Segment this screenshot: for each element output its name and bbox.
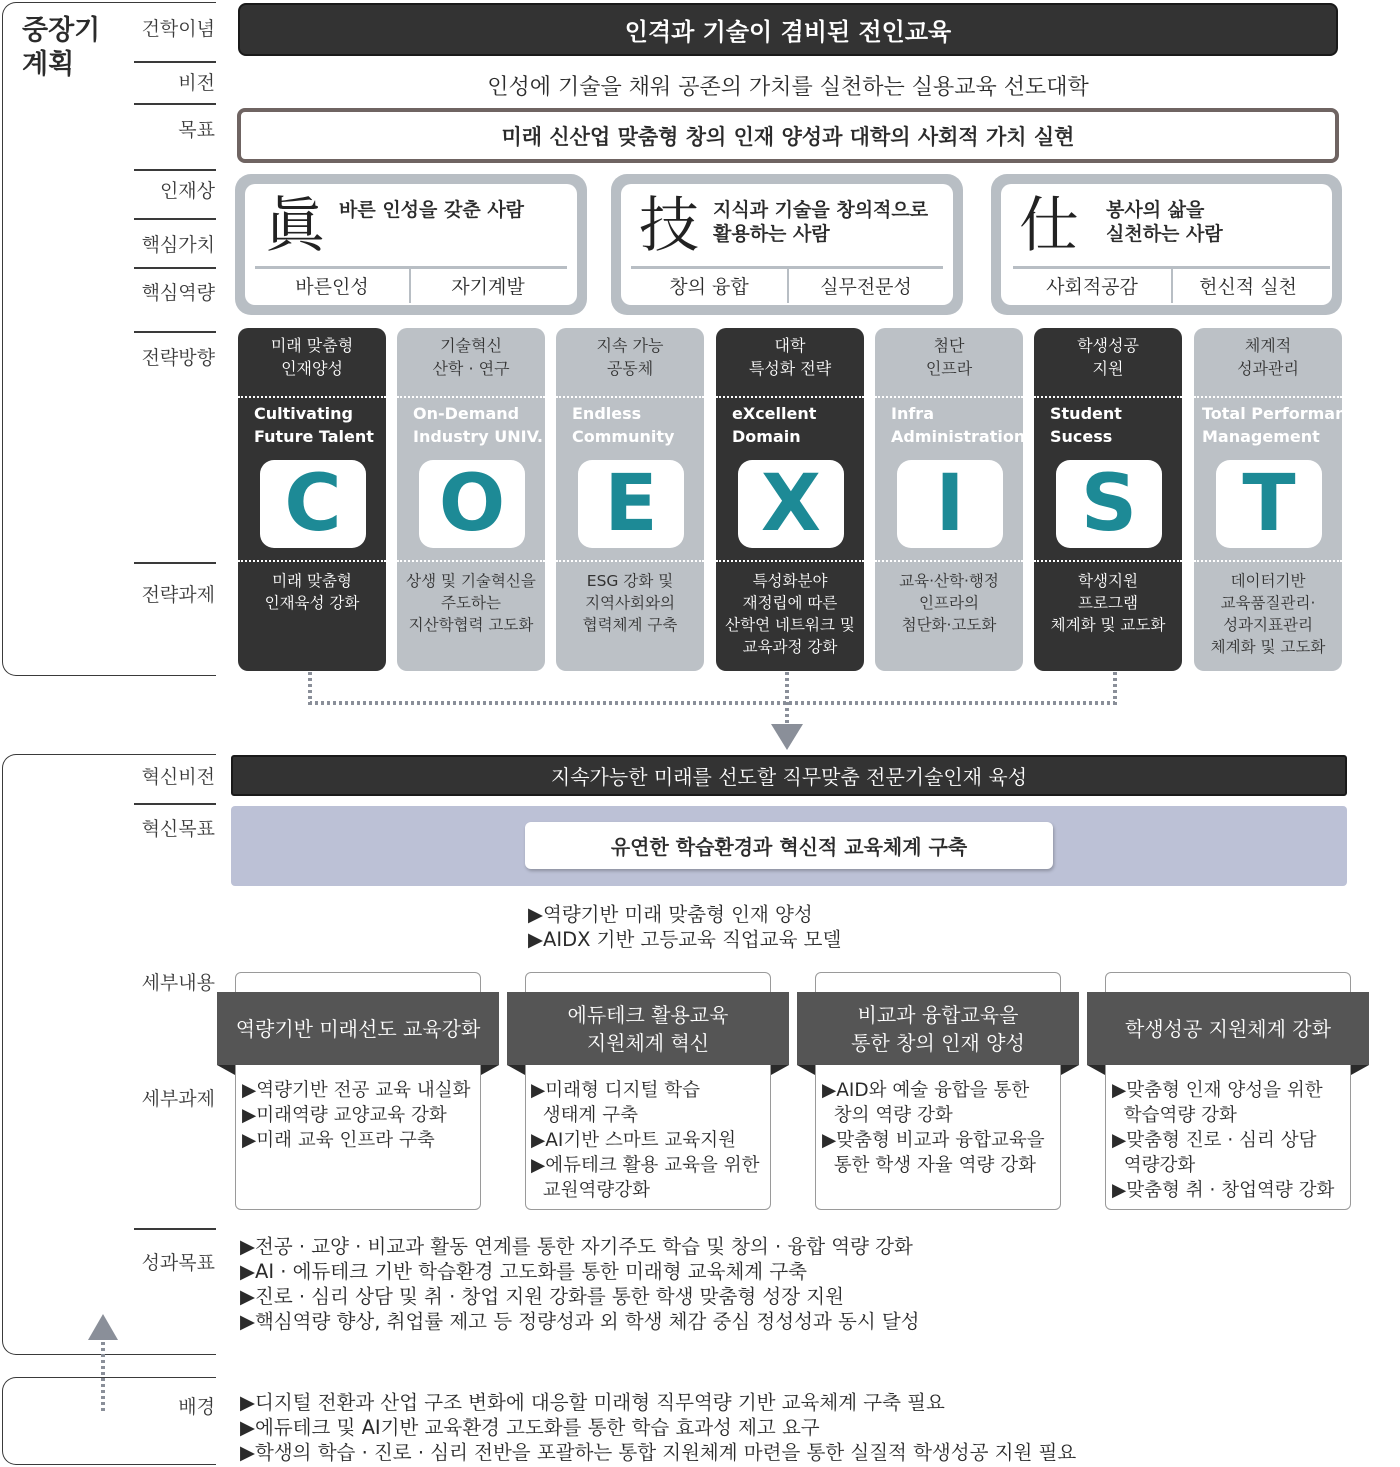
- strategy-english: Cultivating Future Talent: [254, 404, 374, 446]
- separator: [134, 267, 216, 269]
- ribbon-fold: [507, 1065, 525, 1075]
- competency-label: 헌신적 실천: [1199, 276, 1297, 298]
- separator: [134, 1228, 216, 1230]
- strategy-task: 교육·산학·행정 인프라의 첨단화·고도화: [899, 572, 999, 634]
- competency-label: 창의 융합: [669, 276, 749, 298]
- value-desc-service: 봉사의 삶을 실천하는 사람: [1106, 199, 1223, 245]
- label-core-competency: 핵심역량: [141, 282, 215, 304]
- value-box-service: [991, 174, 1342, 315]
- strategy-task: 특성화분야 재정립에 따른 산학연 네트워크 및 교육과정 강화: [725, 572, 855, 656]
- dotted-divider: [238, 396, 386, 398]
- label-details: 세부내용: [141, 972, 215, 994]
- strategy-english: eXcellent Domain: [732, 404, 817, 446]
- detail-title-text: 에듀테크 활용교육 지원체계 혁신: [567, 1002, 729, 1055]
- competency-label: 바른인성: [295, 276, 369, 298]
- detail-title: [1087, 992, 1369, 1065]
- strategy-english: Infra Administration: [891, 404, 1026, 446]
- ribbon-fold: [771, 1065, 789, 1075]
- strategy-column-c: [238, 328, 386, 671]
- detail-title-text: 비교과 융합교육을 통한 창의 인재 양성: [851, 1002, 1025, 1055]
- detail-items: ▶맞춤형 인재 양성을 위한 학습역량 강화 ▶맞춤형 진로 · 심리 상담 역량강화 ▶맞춤형 취 · 창업역량 강화: [1112, 1080, 1335, 1201]
- dotted-divider: [397, 560, 545, 562]
- strategy-letter: C: [284, 459, 342, 549]
- strategy-title: 첨단 인프라: [925, 336, 973, 378]
- strategy-title: 학생성공 지원: [1077, 336, 1139, 378]
- ribbon-fold: [797, 1065, 815, 1075]
- vision-text: 인성에 기술을 채워 공존의 가치를 실천하는 실용교육 선도대학: [487, 75, 1089, 100]
- label-strategy-task: 전략과제: [141, 584, 215, 606]
- dotted-divider: [1194, 560, 1342, 562]
- strategy-task: 상생 및 기술혁신을 주도하는 지산학협력 고도화: [406, 572, 536, 634]
- value-desc-truth: 바른 인성을 갖춘 사람: [339, 199, 525, 221]
- strategy-letter: I: [935, 459, 965, 549]
- goal-text: 미래 신산업 맞춤형 창의 인재 양성과 대학의 사회적 가치 실현: [501, 124, 1075, 149]
- label-background: 배경: [178, 1396, 215, 1418]
- hanja-skill: 技: [639, 191, 699, 261]
- ribbon-fold: [481, 1065, 499, 1075]
- background-item: ▶디지털 전환과 산업 구조 변화에 대응할 미래형 직무역량 기반 교육체계 구축 필요: [240, 1391, 945, 1414]
- label-innov-goal: 혁신목표: [141, 818, 215, 840]
- label-vision: 비전: [178, 72, 215, 94]
- separator: [134, 331, 216, 333]
- separator: [134, 218, 216, 220]
- strategy-letter: X: [760, 459, 822, 549]
- strategy-column-x: [716, 328, 864, 671]
- letter-tile-x: [738, 460, 844, 548]
- strategy-letter: O: [438, 459, 506, 549]
- strategy-task: ESG 강화 및 지역사회와의 협력체계 구축: [582, 572, 678, 634]
- strategy-column-e: [556, 328, 704, 671]
- detail-title: [507, 992, 789, 1065]
- up-arrow-icon: [86, 1312, 120, 1414]
- detail-title-text: 역량기반 미래선도 교육강화: [235, 1016, 481, 1041]
- dotted-divider: [556, 396, 704, 398]
- value-desc-skill: 지식과 기술을 창의적으로 활용하는 사람: [713, 199, 929, 245]
- competency-label: 실무전문성: [820, 276, 912, 298]
- ribbon-fold: [1351, 1065, 1369, 1075]
- outcome-goal: ▶진로 · 심리 상담 및 취 · 창업 지원 강화를 통한 학생 맞춤형 성장 지원: [240, 1285, 844, 1308]
- dotted-divider: [1034, 560, 1182, 562]
- dotted-divider: [238, 560, 386, 562]
- goal-bar: [237, 108, 1339, 163]
- outcome-goal: ▶핵심역량 향상, 취업률 제고 등 정량성과 외 학생 체감 중심 정성성과 동시 달성: [240, 1310, 920, 1333]
- strategy-column-t: [1194, 328, 1367, 671]
- letter-tile-e: [578, 460, 684, 548]
- label-philosophy: 건학이념: [141, 18, 215, 40]
- innovation-vision-bar: [231, 755, 1347, 796]
- letter-tile-t: [1216, 460, 1322, 548]
- dotted-divider: [716, 396, 864, 398]
- competency-label: 자기계발: [451, 276, 525, 298]
- strategy-letter: T: [1242, 459, 1296, 549]
- dotted-divider: [556, 560, 704, 562]
- competency-label: 사회적공감: [1046, 276, 1138, 298]
- background-item: ▶학생의 학습 · 진로 · 심리 전반을 포괄하는 통합 지원체계 마련을 통한 실질적 학생성공 지원 필요: [240, 1441, 1077, 1464]
- strategy-english: Endless Community: [572, 404, 675, 446]
- strategy-title: 지속 가능 공동체: [596, 336, 664, 378]
- outcome-goal: ▶AI · 에듀테크 기반 학습환경 고도화를 통한 미래형 교육체계 구축: [240, 1260, 807, 1283]
- hanja-service: 仕: [1019, 191, 1079, 261]
- dotted-divider: [716, 560, 864, 562]
- strategy-task: 데이터기반 교육품질관리· 성과지표관리 체계화 및 고도화: [1210, 572, 1326, 656]
- letter-tile-c: [260, 460, 366, 548]
- dotted-divider: [875, 560, 1023, 562]
- outcome-goal: ▶전공 · 교양 · 비교과 활동 연계를 통한 자기주도 학습 및 창의 · 융합 역량 강화: [240, 1235, 913, 1258]
- letter-tile-o: [419, 460, 525, 548]
- detail-title: [797, 992, 1079, 1065]
- strategy-column-i: [875, 328, 1026, 671]
- detail-title-text: 학생성공 지원체계 강화: [1125, 1016, 1331, 1041]
- ribbon-fold: [1061, 1065, 1079, 1075]
- ribbon-fold: [1087, 1065, 1105, 1075]
- detail-items: ▶AID와 예술 융합을 통한 창의 역량 강화 ▶맞춤형 비교과 융합교육을 통한 학생 자율 역량 강화: [822, 1080, 1045, 1176]
- dotted-divider: [1194, 396, 1342, 398]
- value-box-truth: [235, 174, 587, 315]
- strategy-english: Total Performance Management: [1202, 404, 1367, 446]
- strategy-column-s: [1034, 328, 1182, 671]
- letter-tile-i: [897, 460, 1003, 548]
- strategy-english: Student Sucess: [1050, 404, 1122, 446]
- dotted-divider: [875, 396, 1023, 398]
- strategy-task: 미래 맞춤형 인재육성 강화: [264, 572, 360, 612]
- detail-items: ▶미래형 디지털 학습 생태계 구축 ▶AI기반 스마트 교육지원 ▶에듀테크 활용 교육을 위한 교원역량강화: [531, 1080, 760, 1201]
- detail-title: [217, 992, 499, 1065]
- philosophy-bar: [238, 3, 1338, 56]
- label-sub-tasks: 세부과제: [141, 1088, 215, 1110]
- label-talent: 인재상: [159, 180, 215, 202]
- strategy-title: 체계적 성과관리: [1237, 336, 1299, 378]
- strategy-title: 미래 맞춤형 인재양성: [270, 336, 354, 378]
- dotted-divider: [397, 396, 545, 398]
- hanja-truth: 眞: [265, 191, 325, 261]
- letter-tile-s: [1056, 460, 1162, 548]
- strategy-column-o: [397, 328, 545, 671]
- label-core-value: 핵심가치: [141, 234, 215, 256]
- separator: [134, 562, 216, 564]
- strategy-title: 기술혁신 산학 · 연구: [432, 336, 510, 378]
- innovation-goal-text: 유연한 학습환경과 혁신적 교육체계 구축: [610, 835, 968, 859]
- strategy-letter: E: [604, 459, 658, 549]
- separator: [134, 803, 216, 805]
- value-line: [255, 266, 567, 269]
- label-outcome-goals: 성과목표: [141, 1252, 215, 1274]
- value-box-skill: [611, 174, 963, 315]
- plan-section-title: 중장기 계획: [22, 15, 101, 80]
- label-goal: 목표: [178, 119, 215, 141]
- strategy-title: 대학 특성화 전략: [748, 336, 832, 378]
- label-innov-vision: 혁신비전: [141, 766, 215, 788]
- philosophy-text: 인격과 기술이 겸비된 전인교육: [624, 18, 952, 46]
- strategy-letter: S: [1080, 459, 1138, 549]
- innovation-bullet: ▶역량기반 미래 맞춤형 인재 양성: [528, 903, 813, 926]
- strategy-task: 학생지원 프로그램 체계화 및 교도화: [1050, 572, 1166, 634]
- separator: [134, 169, 216, 171]
- strategy-english: On-Demand Industry UNIV.: [413, 404, 543, 446]
- innovation-vision-text: 지속가능한 미래를 선도할 직무맞춤 전문기술인재 육성: [550, 765, 1028, 789]
- dotted-divider: [1034, 396, 1182, 398]
- ribbon-fold: [217, 1065, 235, 1075]
- background-item: ▶에듀테크 및 AI기반 교육환경 고도화를 통한 학습 효과성 제고 요구: [240, 1416, 820, 1439]
- separator: [134, 103, 216, 105]
- separator: [134, 61, 216, 63]
- label-strategy-direction: 전략방향: [141, 347, 215, 369]
- innovation-goal-pill: [525, 822, 1053, 869]
- connector-arrow-icon: [300, 670, 1130, 752]
- innovation-bullet: ▶AIDX 기반 고등교육 직업교육 모델: [528, 928, 842, 951]
- detail-items: ▶역량기반 전공 교육 내실화 ▶미래역량 교양교육 강화 ▶미래 교육 인프라 구축: [242, 1080, 471, 1151]
